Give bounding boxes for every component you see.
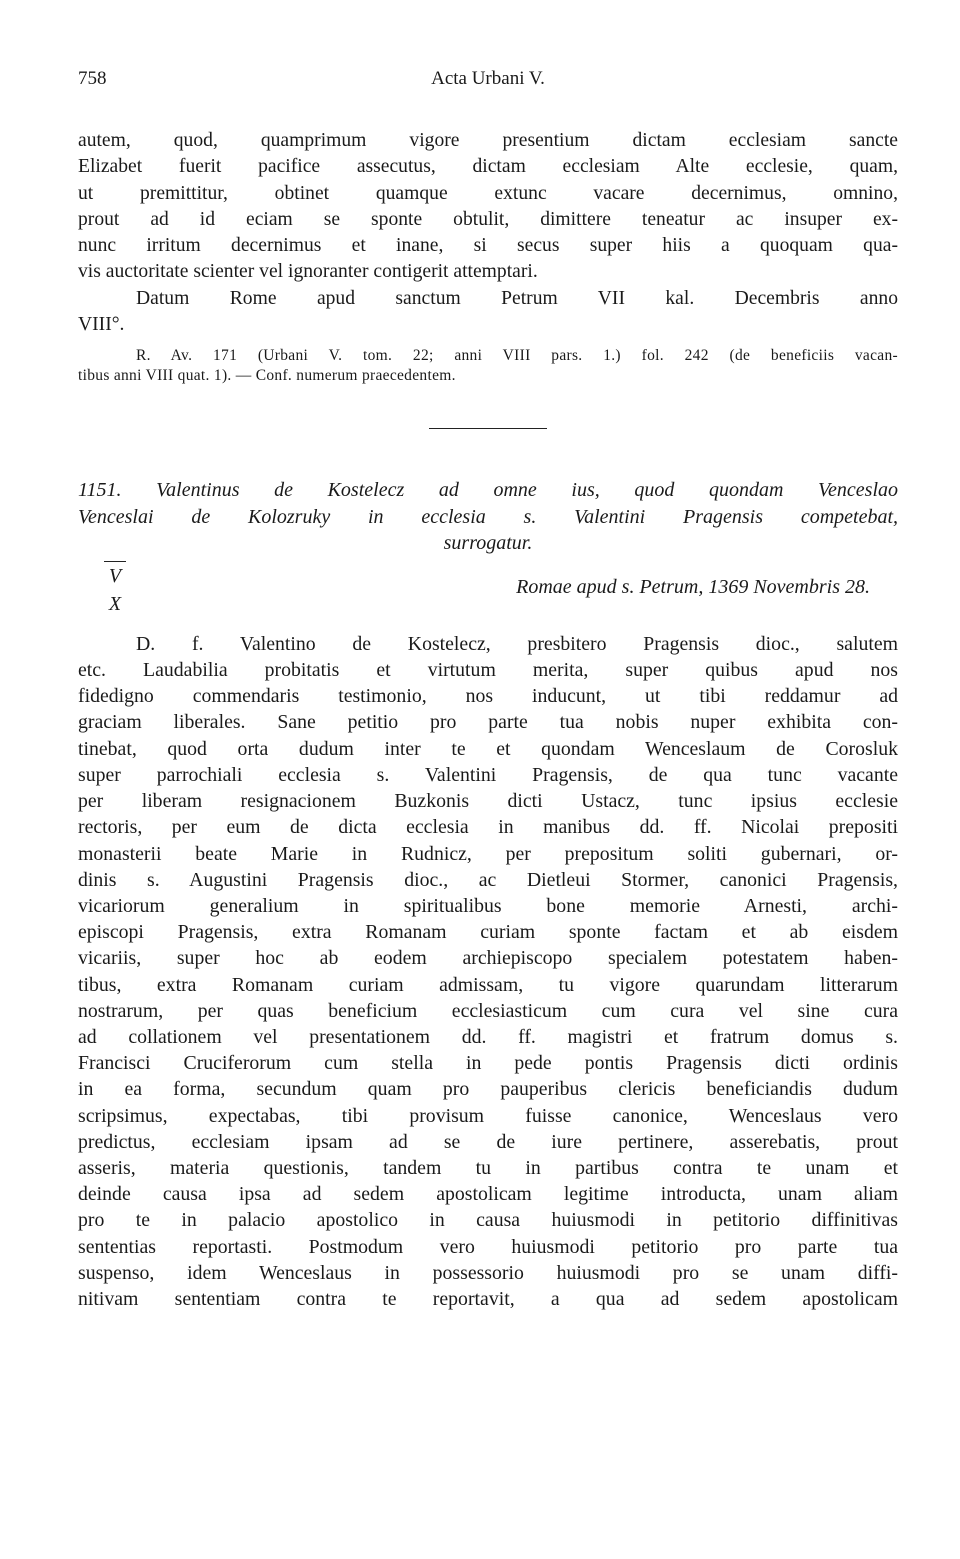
text-line: nunc irritum decernimus et inane, si secus super hiis a quoquam qua- — [78, 235, 898, 257]
datum-line: Datum Rome apud sanctum Petrum VII kal. Decembris anno — [136, 287, 898, 309]
page-number: 758 — [78, 68, 107, 89]
text-line: ut premittitur, obtinet quamque extunc vacare decernimus, omnino, — [78, 182, 898, 204]
source-note — [78, 346, 898, 386]
text-line: vis auctoritate scienter vel ignoranter contigerit attemptari. — [78, 261, 538, 283]
text-line: predictus, ecclesiam ipsam ad se de iure pertinere, asserebatis, prout — [78, 1130, 898, 1153]
text-line: nostrarum, per quas beneficium ecclesiasticum cum cura vel sine cura — [78, 999, 898, 1022]
text-line: super parrochiali ecclesia s. Valentini Pragensis, de qua tunc vacante — [78, 763, 898, 786]
text-line: per liberam resignacionem Buzkonis dicti Ustacz, tunc ipsius ecclesie — [78, 790, 898, 813]
entry-title-line: surrogatur. — [443, 532, 533, 555]
text-line: tinebat, quod orta dudum inter te et quondam Wenceslaum de Corosluk — [78, 737, 898, 760]
sigla-top: V — [104, 561, 126, 590]
running-head: Acta Urbani V. — [431, 68, 545, 89]
text-line: dinis s. Augustini Pragensis dioc., ac Dietleui Stormer, canonici Pragensis, — [78, 868, 898, 891]
text-line: etc. Laudabilia probitatis et virtutum merita, super quibus apud nos — [78, 659, 898, 682]
text-line: asseris, materia questionis, tandem tu in partibus contra te unam et — [78, 1156, 898, 1179]
text-line: sententias reportasti. Postmodum vero huiusmodi petitorio pro parte tua — [78, 1235, 898, 1258]
text-line: vicariis, super hoc ab eodem archiepiscopo specialem potestatem haben- — [78, 947, 898, 970]
text-line: deinde causa ipsa ad sedem apostolicam legitime introducta, unam aliam — [78, 1183, 898, 1206]
text-line: nitivam sententiam contra te reportavit, a qua ad sedem apostolicam — [78, 1287, 898, 1310]
text-line: vicariorum generalium in spiritualibus bone memorie Arnesti, archi- — [78, 894, 898, 917]
place-date: Romae apud s. Petrum, 1369 Novembris 28. — [516, 575, 870, 598]
entry-heading — [78, 477, 898, 557]
register-sigla — [104, 561, 126, 618]
note-line: R. Av. 171 (Urbani V. tom. 22; anni VIII pars. 1.) fol. 242 (de beneficiis vacan- — [136, 347, 898, 365]
datum-line: VIII°. — [78, 314, 125, 336]
section-divider — [429, 428, 547, 429]
text-line: autem, quod, quamprimum vigore presentium dictam ecclesiam sancte — [78, 130, 898, 151]
text-line: tibus, extra Romanam curiam admissam, tu vigore quarundam litterarum — [78, 973, 898, 996]
text-line: fidedigno commendaris testimonio, nos inducunt, ut tibi reddamur ad — [78, 685, 898, 708]
document-page — [78, 68, 898, 1312]
text-line: monasterii beate Marie in Rudnicz, per prepositum soliti gubernari, or- — [78, 842, 898, 865]
sigla-bottom: X — [108, 592, 122, 615]
page-header — [78, 68, 898, 98]
entry-number: 1151. — [78, 479, 122, 502]
text-line: scripsimus, expectabas, tibi provisum fuisse canonice, Wenceslaus vero — [78, 1104, 898, 1127]
entry-title-line: Venceslai de Kolozruky in ecclesia s. Valentini Pragensis competebat, — [78, 505, 898, 528]
continuation-paragraph — [78, 128, 898, 338]
text-line: episcopi Pragensis, extra Romanam curiam sponte factam et ab eisdem — [78, 921, 898, 944]
text-line: D. f. Valentino de Kostelecz, presbitero Pragensis dioc., salutem — [136, 632, 898, 655]
note-line: tibus anni VIII quat. 1). — Conf. numerum praecedentem. — [78, 367, 456, 385]
text-line: Elizabet fuerit pacifice assecutus, dictam ecclesiam Alte ecclesie, quam, — [78, 156, 898, 178]
entry-title-line — [78, 477, 898, 504]
text-line: Francisci Cruciferorum cum stella in pede pontis Pragensis dicti ordinis — [78, 1052, 898, 1075]
entry-meta — [78, 561, 898, 617]
entry-title-text: Valentinus de Kostelecz ad omne ius, quod quondam Venceslao — [156, 479, 899, 502]
text-line: in ea forma, secundum quam pro pauperibus clericis beneficiandis dudum — [78, 1078, 898, 1101]
letter-body — [78, 631, 898, 1312]
text-line: ad collationem vel presentationem dd. ff. magistri et fratrum domus s. — [78, 1025, 898, 1048]
text-line: graciam liberales. Sane petitio pro parte tua nobis nuper exhibita con- — [78, 711, 898, 734]
text-line: pro te in palacio apostolico in causa huiusmodi in petitorio diffinitivas — [78, 1209, 898, 1232]
text-line: suspenso, idem Wenceslaus in possessorio huiusmodi pro se unam diffi- — [78, 1261, 898, 1284]
text-line: rectoris, per eum de dicta ecclesia in manibus dd. ff. Nicolai prepositi — [78, 816, 898, 839]
text-line: prout ad id eciam se sponte obtulit, dimittere teneatur ac insuper ex- — [78, 208, 898, 230]
